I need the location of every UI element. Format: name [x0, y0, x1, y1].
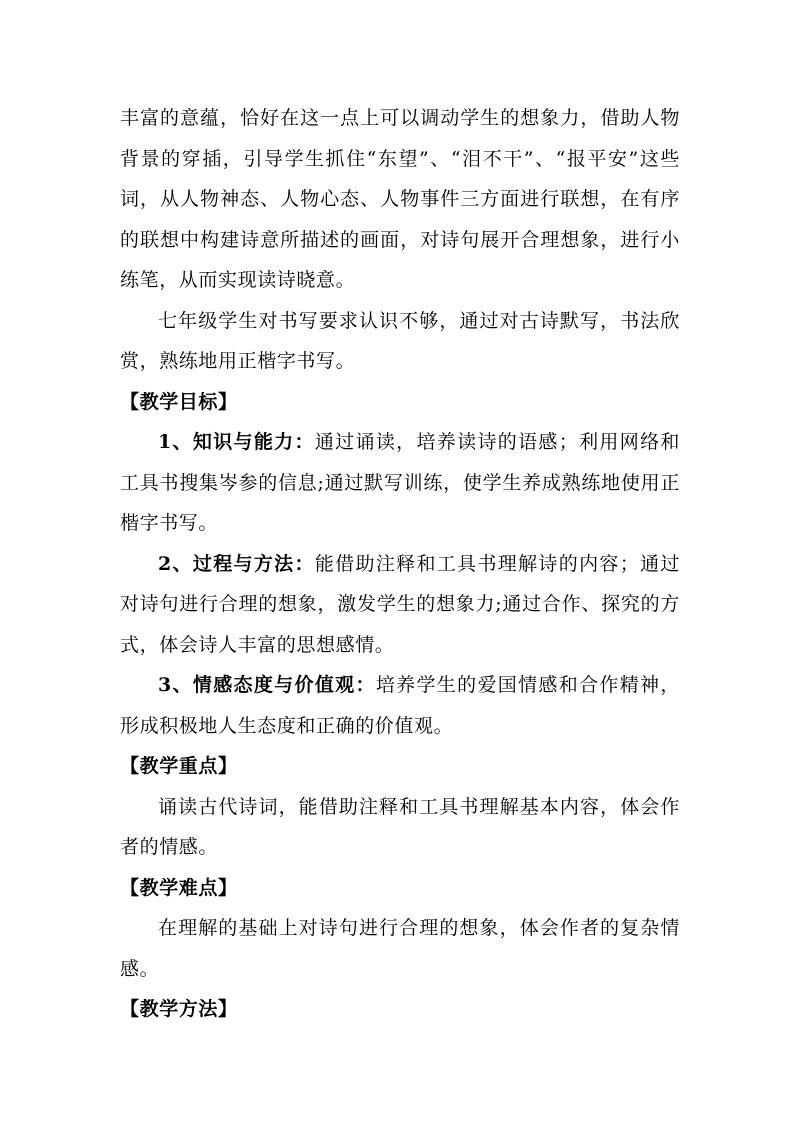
objective-text: 能借助注释和工具书理解诗的内容；通过对诗句进行合理的想象，激发学生的想象力;通过合作、探究的方式，体会诗人丰富的思想感情。: [120, 552, 680, 656]
key-points-text: 诵读古代诗词，能借助注释和工具书理解基本内容，体会作者的情感。: [120, 795, 680, 858]
heading-difficulties: 【教学难点】: [120, 876, 238, 899]
difficulties-text: 在理解的基础上对诗句进行合理的想象，体会作者的复杂情感。: [120, 917, 680, 980]
objective-item-process: [120, 544, 680, 666]
objective-text: 培养学生的爱国情感和合作精神，形成积极地人生态度和正确的价值观。: [120, 674, 680, 737]
objective-label: 3、情感态度与价值观：: [158, 674, 376, 696]
objective-label: 1、知识与能力：: [158, 431, 315, 453]
heading-methods: 【教学方法】: [120, 998, 238, 1020]
heading-key-points: 【教学重点】: [120, 755, 238, 777]
paragraph-continued: 丰富的意蕴，恰好在这一点上可以调动学生的想象力，借助人物背景的穿插，引导学生抓住“东望”、“泪不干”、“报平安”这些词，从人物神态、人物心态、人物事件三方面进行联想，在有序的联想中构建诗意所描述的画面，对诗句展开合理想象，进行小练笔，从而实现读诗晓意。: [120, 107, 680, 291]
objective-label: 2、过程与方法：: [158, 552, 315, 575]
objective-text: 通过诵读，培养读诗的语感；利用网络和工具书搜集岑参的信息;通过默写训练，使学生养成熟练地使用正楷字书写。: [120, 431, 680, 534]
objective-item-knowledge: [120, 422, 680, 544]
document-body: [120, 98, 680, 1030]
heading-objectives: 【教学目标】: [120, 390, 238, 413]
paragraph-writing: 七年级学生对书写要求认识不够，通过对古诗默写，书法欣赏，熟练地用正楷字书写。: [120, 309, 680, 372]
objective-item-emotion: [120, 665, 680, 746]
